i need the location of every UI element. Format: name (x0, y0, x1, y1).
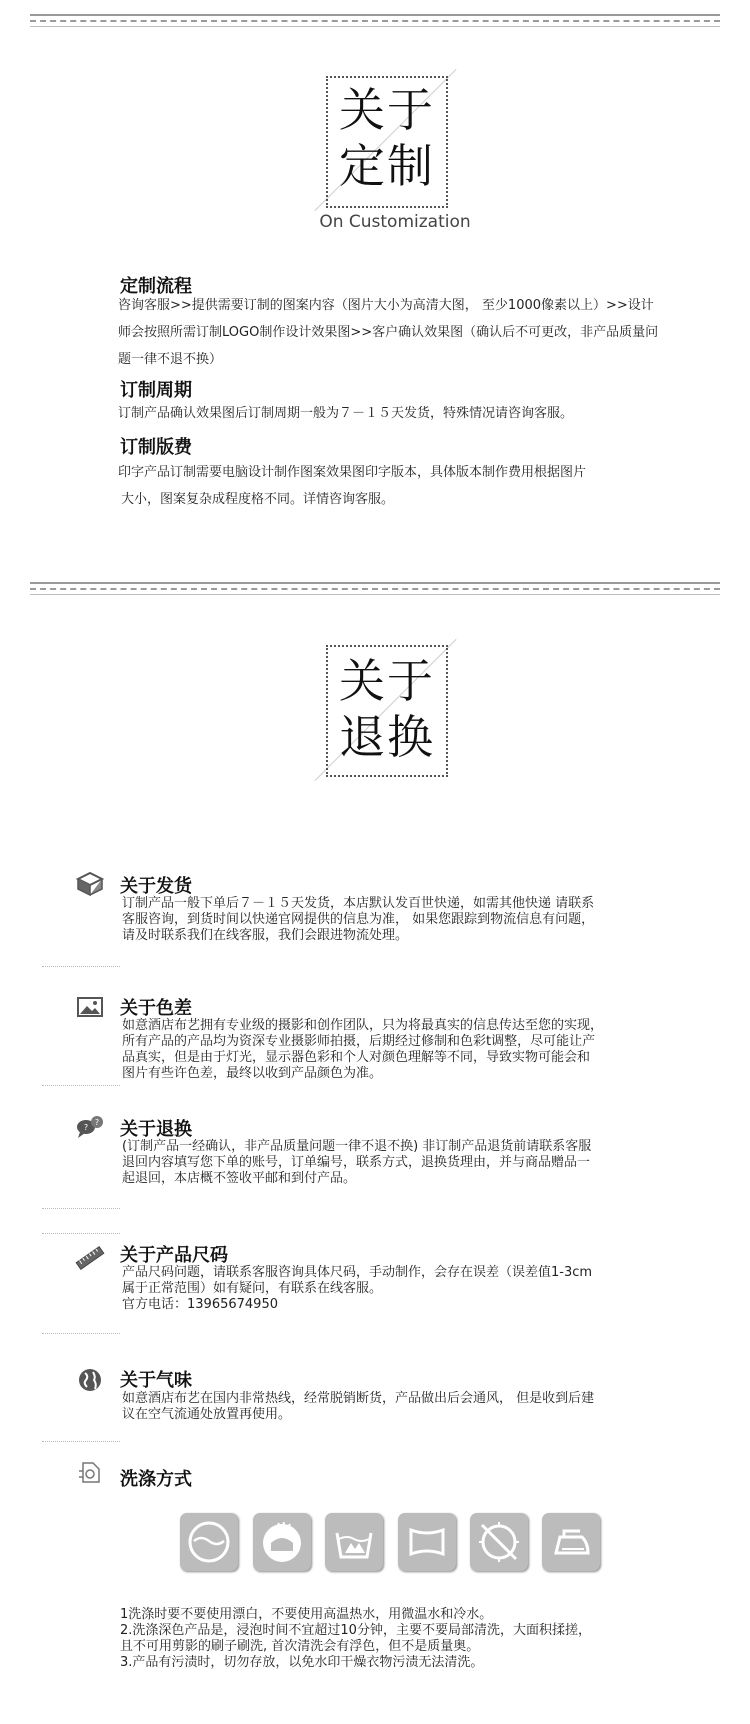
washing-machine-icon (180, 1513, 238, 1571)
washing-heading: 洗涤方式 (120, 1469, 192, 1490)
section-separator (42, 1085, 120, 1086)
returns-title-box (326, 645, 448, 777)
smell-heading: 关于气味 (120, 1370, 192, 1391)
no-tumble-dry-icon (470, 1513, 528, 1571)
hand-wash-icon (253, 1513, 311, 1571)
wash-temperature-icon (325, 1513, 383, 1571)
exchange-heading: 关于退换 (120, 1119, 192, 1140)
size-heading: 关于产品尺码 (120, 1245, 228, 1266)
iron-icon (542, 1513, 600, 1571)
customization-title-line1: 关于 (339, 83, 435, 137)
ruler-icon (75, 1245, 105, 1271)
returns-title-line1: 关于 (339, 654, 435, 708)
section-separator (42, 1233, 120, 1234)
customization-title-line2: 定制 (339, 139, 435, 193)
chat-icon (75, 1114, 105, 1140)
exchange-text: (订制产品一经确认，非产品质量问题一律不退不换) 非订制产品退货前请联系客服 退回内容填写您下单的账号，订单编号，联系方式，退换货理由，并与商品赠品一 起退回，本店概不签收平邮和到付产品。 (122, 1139, 592, 1186)
svg-text:?: ? (94, 1118, 100, 1127)
customization-subtitle: On Customization (319, 212, 471, 232)
fee-text-line2: 大小，图案复杂成程度格不同。详情咨询客服。 (121, 492, 395, 507)
globe-icon (75, 1367, 105, 1393)
shipping-text: 订制产品一般下单后７－１５天发货，本店默认发百世快递，如需其他快递 请联系 客服咨询，到货时间以快递官网提供的信息为准， 如果您跟踪到物流信息有问题， 请及时联系我们在线客服，我们会跟进物流处理。 (122, 896, 595, 943)
process-text: 咨询客服>>提供需要订制的图案内容（图片大小为高清大图， 至少1000像素以上）>>设计师会按照所需订制LOGO制作设计效果图>>客户确认效果图（确认后不可更改，非产品质量问题一律不退不换） (118, 298, 659, 367)
fee-heading: 订制版费 (120, 437, 192, 458)
process-heading: 定制流程 (120, 276, 192, 297)
customization-title-box (326, 76, 448, 208)
image-icon (75, 994, 105, 1020)
laundry-icon (75, 1459, 105, 1485)
section-separator (42, 1333, 120, 1334)
period-heading: 订制周期 (120, 380, 192, 401)
shipping-heading: 关于发货 (120, 876, 192, 897)
middle-divider (30, 582, 720, 596)
section-separator (42, 1208, 120, 1209)
color-heading: 关于色差 (120, 998, 192, 1019)
color-text: 如意酒店布艺拥有专业级的摄影和创作团队，只为将最真实的信息传达至您的实现， 所有产品的产品均为资深专业摄影师拍摄，后期经过修制和色彩t调整，尽可能让产 品真实，但是由于灯光，显示器色彩和个人对颜色理解等不同，导致实物可能会和 图片有些许色差，最终以收到产品颜色为准。 (122, 1018, 604, 1081)
top-divider (30, 14, 720, 28)
returns-title-line2: 退换 (339, 710, 435, 764)
size-text: 产品尺码问题，请联系客服咨询具体尺码，手动制作，会存在误差（误差值1-3cm 属于正常范围）如有疑问，有联系在线客服。 官方电话：13965674950 (122, 1265, 593, 1312)
svg-text:?: ? (83, 1123, 89, 1132)
period-text: 订制产品确认效果图后订制周期一般为７－１５天发货，特殊情况请咨询客服。 (118, 406, 574, 421)
section-separator (42, 1441, 120, 1442)
washing-symbols (180, 1513, 600, 1575)
dry-flat-icon (398, 1513, 456, 1571)
washing-instructions: 1洗涤时要不要使用漂白，不要使用高温热水，用微温水和冷水。 2.洗涤深色产品是，浸泡时间不宜超过10分钟，主要不要局部清洗，大面积揉搓， 且不可用剪影的刷子刷洗, 首次清洗会有浮色，但不是质量奥。 3.产品有污渍时，切勿存放，以免水印干燥衣物污渍无法清洗。 (120, 1607, 591, 1670)
box-icon (75, 870, 105, 896)
section-separator (42, 966, 120, 967)
smell-text: 如意酒店布艺在国内非常热线，经常脱销断货，产品做出后会通风， 但是收到后建 议在空气流通处放置再使用。 (122, 1391, 595, 1422)
fee-text-line1: 印字产品订制需要电脑设计制作图案效果图印字版本，具体版本制作费用根据图片 (118, 465, 587, 480)
